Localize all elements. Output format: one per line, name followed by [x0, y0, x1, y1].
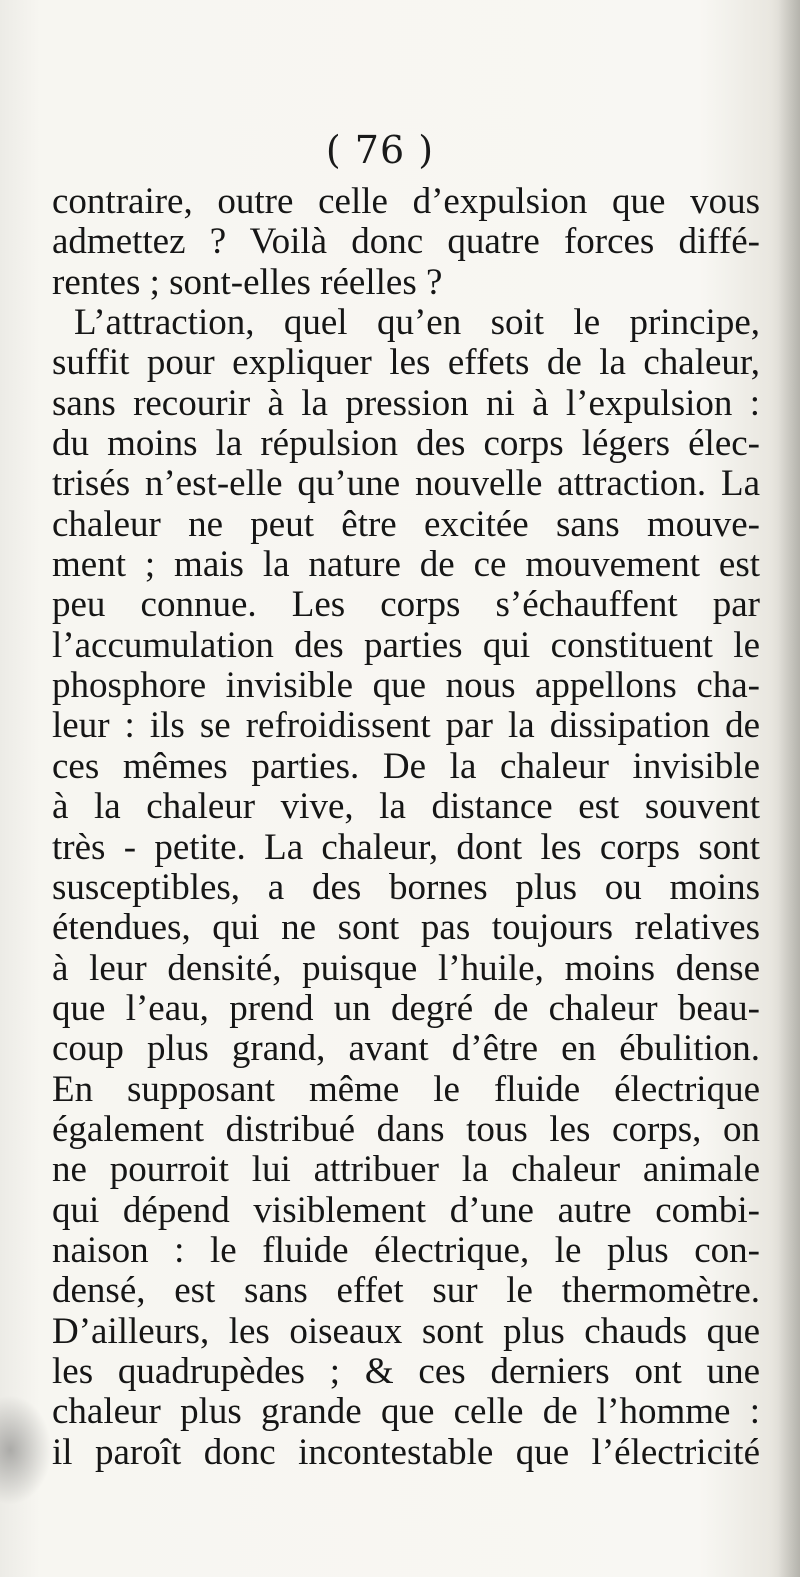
- page-number: ( 76 ): [325, 128, 435, 172]
- text-line: étendues, qui ne sont pas toujours relatives: [52, 907, 760, 949]
- text-line: ment ; mais la nature de ce mouvement est: [52, 544, 760, 586]
- scan-stain: [0, 1395, 52, 1505]
- text-line: peu connue. Les corps s’échauffent par: [52, 584, 760, 626]
- text-line: l’accumulation des parties qui constituent le: [52, 624, 760, 666]
- text-line: En supposant même le fluide électrique: [52, 1068, 760, 1110]
- text-line: D’ailleurs, les oiseaux sont plus chauds que: [52, 1310, 760, 1352]
- text-line: ces mêmes parties. De la chaleur invisible: [52, 745, 760, 787]
- text-line: chaleur ne peut être excitée sans mouve-: [52, 503, 760, 545]
- text-line: leur : ils se refroidissent par la dissipation de: [52, 705, 760, 747]
- text-line: sans recourir à la pression ni à l’expulsion :: [52, 382, 760, 424]
- text-line: ne pourroit lui attribuer la chaleur animale: [52, 1149, 760, 1191]
- text-line: que l’eau, prend un degré de chaleur beau-: [52, 987, 760, 1029]
- text-line: densé, est sans effet sur le thermomètre.: [52, 1270, 760, 1312]
- text-line: qui dépend visiblement d’une autre combi-: [52, 1189, 760, 1231]
- text-line: les quadrupèdes ; & ces derniers ont une: [52, 1350, 760, 1392]
- text-line: phosphore invisible que nous appellons cha-: [52, 665, 760, 707]
- text-line: il paroît donc incontestable que l’électricité: [52, 1431, 760, 1473]
- text-line: rentes ; sont-elles réelles ?: [52, 261, 443, 303]
- text-line: trisés n’est-elle qu’une nouvelle attraction. La: [52, 463, 760, 505]
- text-line: très - petite. La chaleur, dont les corps sont: [52, 826, 760, 868]
- text-line: chaleur plus grande que celle de l’homme :: [52, 1391, 760, 1433]
- text-line: suffit pour expliquer les effets de la chaleur,: [52, 342, 760, 384]
- text-line: du moins la répulsion des corps légers élec-: [52, 423, 760, 465]
- text-line: à leur densité, puisque l’huile, moins dense: [52, 947, 760, 989]
- text-line: coup plus grand, avant d’être en ébulition.: [52, 1028, 760, 1070]
- text-line: susceptibles, a des bornes plus ou moins: [52, 866, 760, 908]
- text-line: naison : le fluide électrique, le plus con-: [52, 1229, 760, 1271]
- page-edge-shadow: [778, 0, 800, 1577]
- text-line: à la chaleur vive, la distance est souvent: [52, 786, 760, 828]
- text-line: également distribué dans tous les corps, on: [52, 1108, 760, 1150]
- body-text: [52, 182, 760, 1473]
- text-line: L’attraction, quel qu’en soit le principe,: [74, 302, 760, 344]
- text-line: admettez ? Voilà donc quatre forces diffé-: [52, 221, 760, 263]
- text-line: contraire, outre celle d’expulsion que vous: [52, 181, 760, 222]
